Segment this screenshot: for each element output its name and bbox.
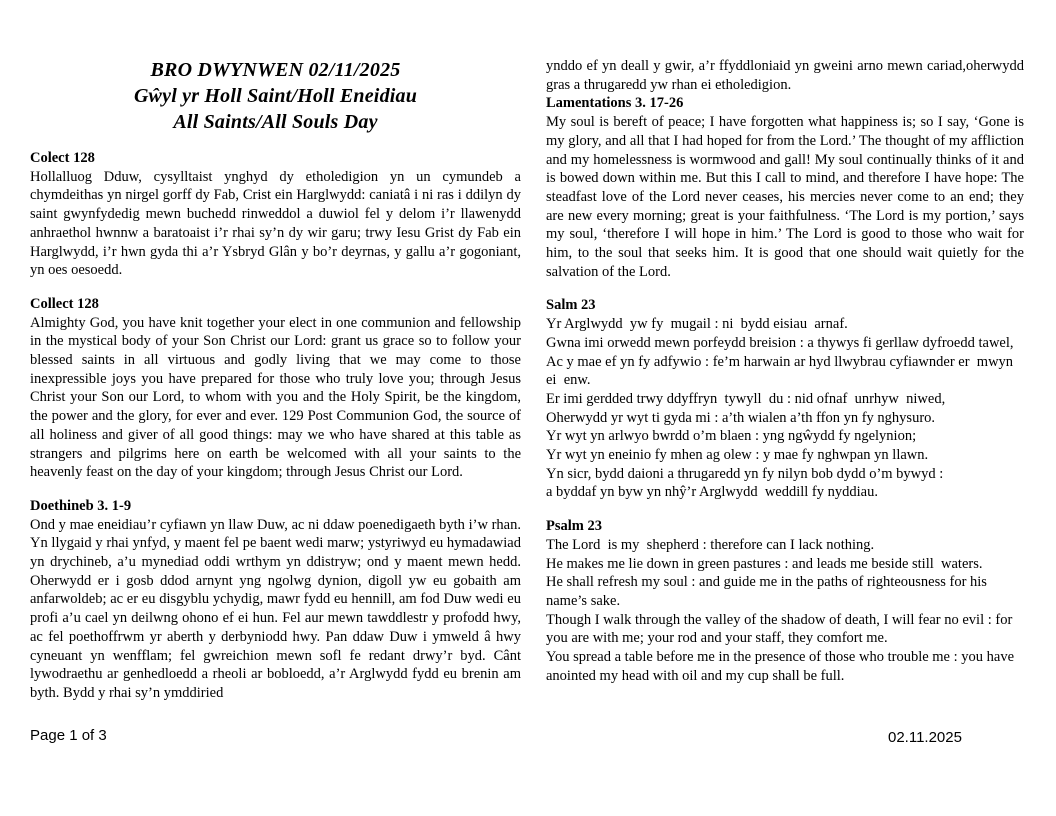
section-colect	[30, 149, 521, 280]
salm-verse: Yr Arglwydd yw fy mugail : ni bydd eisiau arnaf.	[546, 316, 848, 333]
document-title	[30, 57, 521, 135]
section-heading-doethineb: Doethineb 3. 1-9	[30, 497, 132, 514]
section-collect	[30, 295, 521, 482]
salm-verse: Gwna imi orwedd mewn porfeydd breision : a thywys fi gerllaw dyfroedd tawel,	[546, 334, 1014, 351]
section-salm-23	[546, 296, 1024, 502]
title-line-3: All Saints/All Souls Day	[173, 111, 378, 133]
column-left	[30, 57, 521, 703]
section-doethineb	[30, 497, 521, 703]
salm-verse: Yr wyt yn eneinio fy mhen ag olew : y mae fy nghwpan yn llawn.	[546, 447, 929, 464]
date-stamp: 02.11.2025	[888, 729, 962, 746]
section-body-colect: Hollalluog Dduw, cysylltaist ynghyd dy etholedigion yn un cymundeb a chymdeithas yn nirgel gorff dy Fab, Crist ein Harglwydd: caniatâ i ni ras i ddilyn dy saint gwynfydedig mewn buchedd rinweddol a duwiol fel y delom i’r llawenydd anhraethol hwnnw a baratoaist i’r rhai sy’n dy wir garu; trwy Iesu Grist dy Fab ein Harglwydd, i’r hwn gyda thi a’r Ysbryd Glân y bo’r deyrnas, y gallu a’r gogoniant, yn oes oesoedd.	[30, 168, 521, 279]
psalm-verse: Though I walk through the valley of the shadow of death, I will fear no evil : for you are with me; your rod and your staff, they comfort me.	[546, 611, 1016, 647]
salm-verse: Yr wyt yn arlwyo bwrdd o’m blaen : yng ngŵydd fy ngelynion;	[546, 428, 917, 445]
section-heading-collect: Collect 128	[30, 295, 99, 312]
salm-verse: a byddaf yn byw yn nhŷ’r Arglwydd weddill fy nyddiau.	[546, 484, 878, 501]
section-body-collect: Almighty God, you have knit together your elect in one communion and fellowship in the mystical body of your Son Christ our Lord: grant us grace so to follow your blessed saints in all virtuous and godly living that we may come to those inexpressible joys you have prepared for those who truly love you; through Jesus Christ your Son our Lord, to whom with you and the Holy Spirit, be the kingdom, the power and the glory, for ever and ever. 129 Post Communion God, the source of all holiness and giver of all good things: may we who have shared at this table as strangers and pilgrims here on earth be welcomed with all your saints to the heavenly feast on the day of your kingdom; through Jesus Christ our Lord.	[30, 314, 521, 481]
page-number: Page 1 of 3	[30, 727, 107, 744]
psalm-verse: You spread a table before me in the presence of those who trouble me : you have anointed my head with oil and my cup shall be full.	[546, 649, 1018, 684]
column-right	[546, 57, 1024, 686]
section-body-doethineb: Ond y mae eneidiau’r cyfiawn yn llaw Duw, ac ni ddaw poenedigaeth byth i’w rhan. Yn llygaid y rhai ynfyd, y maent fel pe baent wedi marw; ystyriwyd eu hymadawiad yn drychineb, a’u mynediad oddi wrthym yn ddistryw; ond y maent mewn hedd. Oherwydd er i gosb ddod arnynt yng ngolwg dynion, digoll yw eu gobaith am anfarwoldeb; ac er eu disgyblu ychydig, mawr fydd eu hennill, am fod Duw wedi eu profi a’u cael yn deilwng ohono ef ei hun. Fel aur mewn tawddlestr y profodd hwy, ac fel poethoffrwm yr aberth y derbyniodd hwy. Pan ddaw Duw i ymweld â hwy cyneuant yn wenfflam; fel gwreichion mewn sofl fe redant drwy’r byd. Cânt lywodraethu ar genhedloedd a rheoli ar bobloedd, a’r Arglwydd fydd eu brenin am byth. Bydd y rhai sy’n ymddiried	[30, 516, 521, 701]
section-psalm-23	[546, 517, 1024, 685]
salm-verse: Oherwydd yr wyt ti gyda mi : a’th wialen a’th ffon yn fy nghysuro.	[546, 409, 936, 426]
doethineb-continuation: ynddo ef yn deall y gwir, a’r ffyddloniaid yn gweini arno mewn cariad,oherwydd gras a thrugaredd yw rhan ei etholedigion.	[546, 58, 1024, 93]
title-line-2: Gŵyl yr Holl Saint/Holl Eneidiau	[133, 85, 418, 107]
psalm-verse: He shall refresh my soul : and guide me in the paths of righteousness for his name’s sake.	[546, 574, 991, 609]
section-body-lamentations: My soul is bereft of peace; I have forgotten what happiness is; so I say, ‘Gone is my glory, and all that I had hoped for from the Lord.’ The thought of my affliction and my homelessness is wormwood and gall! My soul continually thinks of it and is bowed down within me. But this I call to mind, and therefore I have hope: The steadfast love of the Lord never ceases, his mercies never come to an end; they are new every morning; great is your faithfulness. ‘The Lord is my portion,’ says my soul, ‘therefore I will hope in him.’ The Lord is good to those who wait for him, to the soul that seeks him. It is good that one should wait quietly for the salvation of the Lord.	[546, 114, 1024, 280]
section-heading-salm: Salm 23	[546, 297, 596, 314]
title-line-1: BRO DWYNWEN 02/11/2025	[150, 59, 401, 81]
salm-verse: Er imi gerdded trwy ddyffryn tywyll du : nid ofnaf unrhyw niwed,	[546, 390, 946, 407]
salm-verse: Yn sicr, bydd daioni a thrugaredd yn fy nilyn bob dydd o’m bywyd :	[546, 465, 944, 482]
salm-verse: Ac y mae ef yn fy adfywio : fe’m harwain ar hyd llwybrau cyfiawnder er mwyn ei enw.	[546, 353, 1017, 389]
psalm-verse: The Lord is my shepherd : therefore can I lack nothing.	[546, 536, 875, 553]
psalm-verse: He makes me lie down in green pastures : and leads me beside still waters.	[546, 555, 983, 572]
section-heading-lamentations: Lamentations 3. 17-26	[546, 95, 684, 112]
section-lamentations	[546, 94, 1024, 281]
section-heading-colect: Colect 128	[30, 150, 95, 166]
section-heading-psalm: Psalm 23	[546, 518, 602, 535]
